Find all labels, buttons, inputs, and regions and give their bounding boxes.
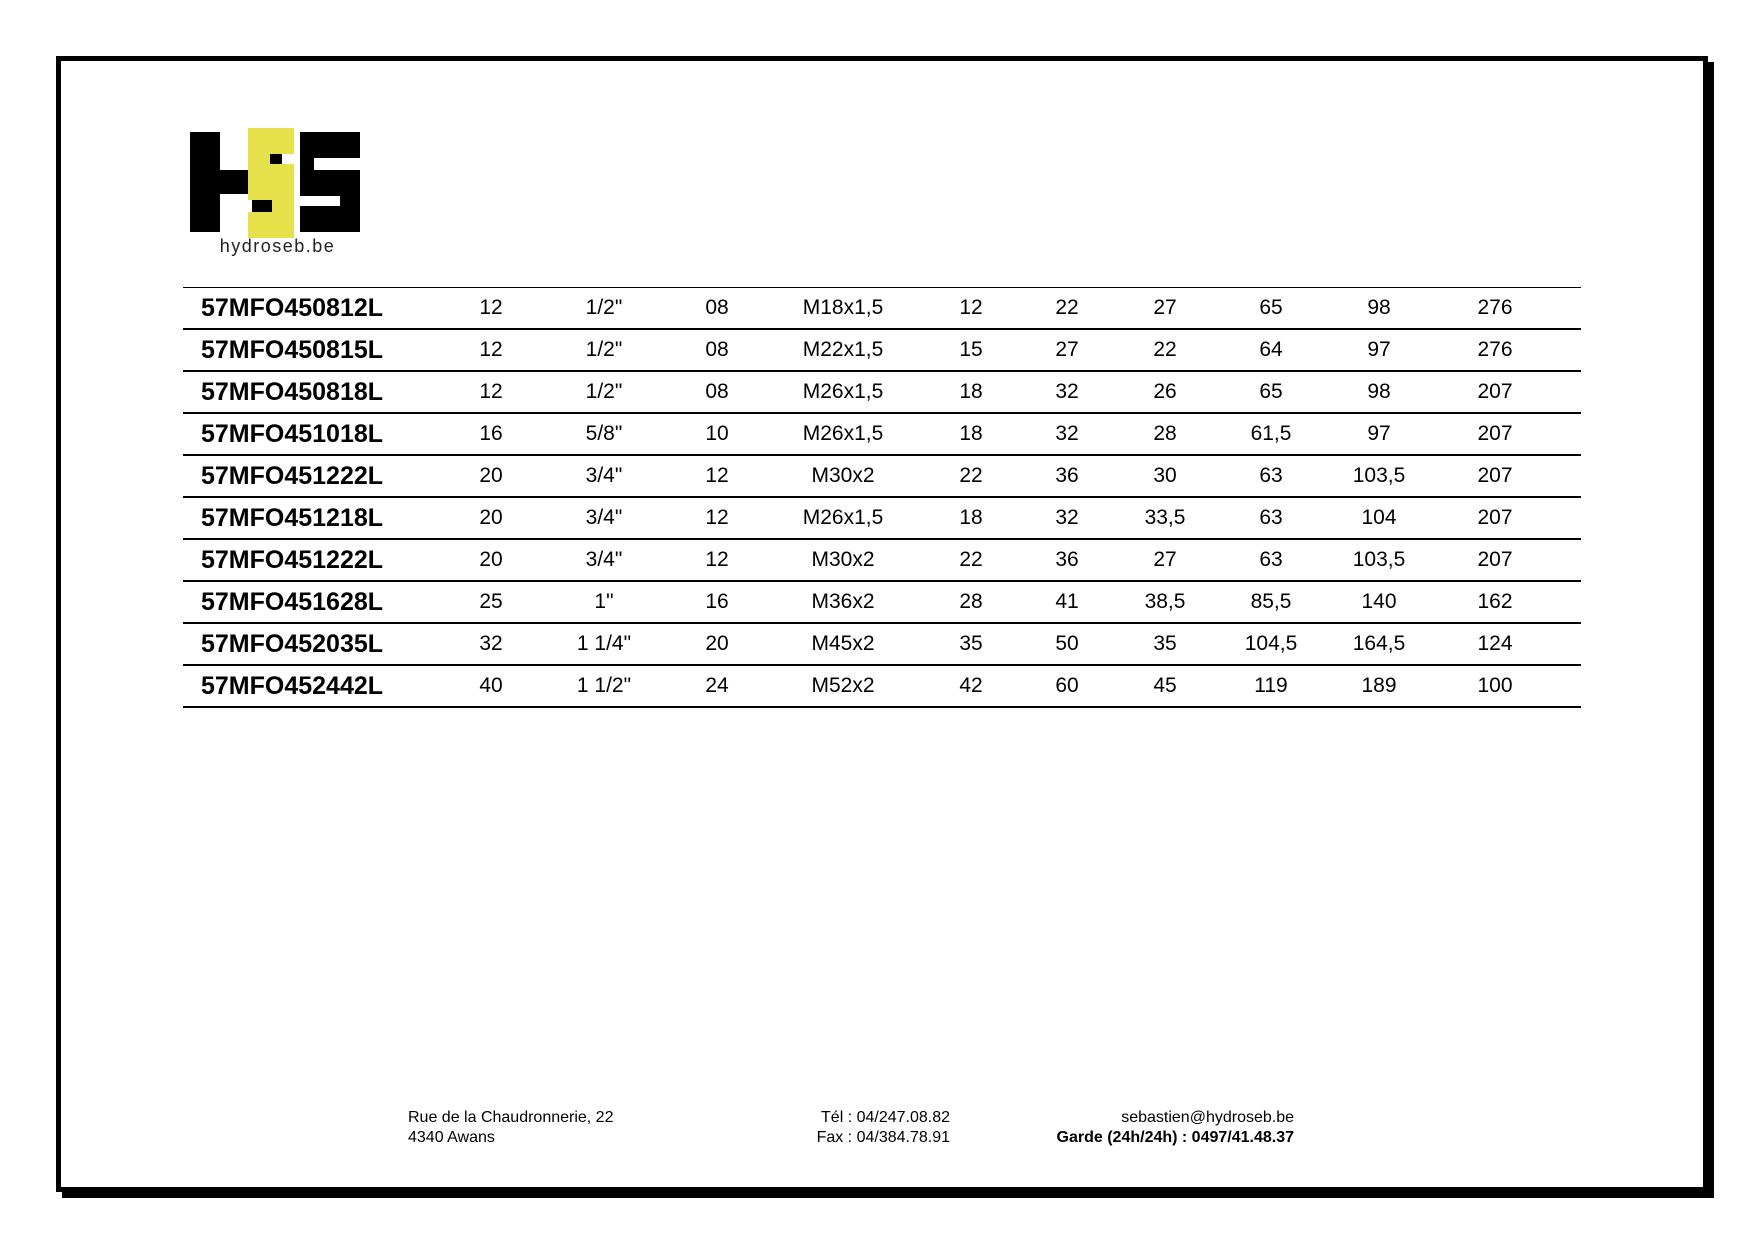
- reference-cell: 57MFO451218L: [201, 503, 384, 532]
- value-cell: 24: [705, 674, 729, 697]
- hs-logo-mark: [190, 128, 365, 238]
- value-cell: 207: [1477, 422, 1513, 445]
- table-row: [183, 582, 1581, 624]
- value-cell: 08: [705, 380, 729, 403]
- value-cell: 22: [1055, 296, 1079, 319]
- reference-cell: 57MFO451222L: [201, 461, 384, 490]
- footer-contact: [1000, 1108, 1294, 1148]
- value-cell: 32: [1055, 380, 1079, 403]
- value-cell: 100: [1477, 674, 1513, 697]
- value-cell: 20: [705, 632, 729, 655]
- fax-text: Fax : 04/384.78.91: [816, 1129, 950, 1146]
- value-cell: M30x2: [811, 548, 875, 571]
- value-cell: 65: [1259, 380, 1283, 403]
- value-cell: 276: [1477, 338, 1513, 361]
- footer-address: [408, 1108, 613, 1148]
- value-cell: 207: [1477, 464, 1513, 487]
- table-row: [183, 372, 1581, 414]
- value-cell: 3/4": [585, 464, 623, 487]
- value-cell: 162: [1477, 590, 1513, 613]
- value-cell: 32: [479, 632, 503, 655]
- value-cell: M30x2: [811, 464, 875, 487]
- email-text: sebastien@hydroseb.be: [1121, 1109, 1294, 1126]
- value-cell: 12: [479, 338, 503, 361]
- value-cell: M26x1,5: [802, 380, 884, 403]
- value-cell: 276: [1477, 296, 1513, 319]
- value-cell: 40: [479, 674, 503, 697]
- reference-cell: 57MFO451018L: [201, 419, 384, 448]
- value-cell: 22: [959, 464, 983, 487]
- table-row: [183, 498, 1581, 540]
- value-cell: 64: [1259, 338, 1283, 361]
- reference-cell: 57MFO451222L: [201, 545, 384, 574]
- value-cell: 104: [1361, 506, 1397, 529]
- value-cell: 08: [705, 338, 729, 361]
- value-cell: 12: [705, 548, 729, 571]
- value-cell: 30: [1153, 464, 1177, 487]
- value-cell: 15: [959, 338, 983, 361]
- value-cell: 50: [1055, 632, 1079, 655]
- value-cell: 60: [1055, 674, 1079, 697]
- value-cell: 1/2": [585, 338, 623, 361]
- value-cell: 32: [1055, 506, 1079, 529]
- value-cell: 08: [705, 296, 729, 319]
- value-cell: 104,5: [1244, 632, 1298, 655]
- value-cell: 36: [1055, 548, 1079, 571]
- tel-text: Tél : 04/247.08.82: [821, 1109, 950, 1126]
- value-cell: 10: [705, 422, 729, 445]
- value-cell: 1": [594, 590, 614, 613]
- value-cell: 1 1/2": [576, 674, 632, 697]
- value-cell: 124: [1477, 632, 1513, 655]
- value-cell: 3/4": [585, 506, 623, 529]
- value-cell: 36: [1055, 464, 1079, 487]
- value-cell: 25: [479, 590, 503, 613]
- value-cell: 97: [1367, 338, 1391, 361]
- value-cell: 1/2": [585, 380, 623, 403]
- table-row: [183, 666, 1581, 708]
- value-cell: 45: [1153, 674, 1177, 697]
- value-cell: 12: [959, 296, 983, 319]
- value-cell: 207: [1477, 380, 1513, 403]
- table-row: [183, 288, 1581, 330]
- table-row: [183, 540, 1581, 582]
- value-cell: 16: [705, 590, 729, 613]
- value-cell: 140: [1361, 590, 1397, 613]
- value-cell: 20: [479, 548, 503, 571]
- value-cell: 1 1/4": [576, 632, 632, 655]
- value-cell: 33,5: [1144, 506, 1186, 529]
- table-row: [183, 624, 1581, 666]
- logo-text: hydroseb.be: [219, 236, 336, 256]
- value-cell: 164,5: [1352, 632, 1406, 655]
- value-cell: 3/4": [585, 548, 623, 571]
- value-cell: 22: [959, 548, 983, 571]
- value-cell: 35: [1153, 632, 1177, 655]
- product-table: [183, 287, 1581, 708]
- reference-cell: 57MFO450812L: [201, 293, 384, 322]
- value-cell: 85,5: [1250, 590, 1292, 613]
- value-cell: 1/2": [585, 296, 623, 319]
- value-cell: 63: [1259, 506, 1283, 529]
- footer-phone: [760, 1108, 950, 1148]
- reference-cell: 57MFO452035L: [201, 629, 384, 658]
- value-cell: 12: [479, 296, 503, 319]
- value-cell: 61,5: [1250, 422, 1292, 445]
- value-cell: 103,5: [1352, 548, 1406, 571]
- value-cell: 20: [479, 464, 503, 487]
- value-cell: 119: [1254, 674, 1288, 697]
- value-cell: 12: [705, 464, 729, 487]
- address-line-2: 4340 Awans: [408, 1129, 495, 1146]
- table-row: [183, 330, 1581, 372]
- value-cell: 20: [479, 506, 503, 529]
- value-cell: M45x2: [811, 632, 875, 655]
- value-cell: 98: [1367, 380, 1391, 403]
- value-cell: 63: [1259, 548, 1283, 571]
- value-cell: 18: [959, 506, 983, 529]
- value-cell: 5/8": [585, 422, 623, 445]
- value-cell: 41: [1055, 590, 1079, 613]
- value-cell: 97: [1367, 422, 1391, 445]
- value-cell: 32: [1055, 422, 1079, 445]
- value-cell: 16: [479, 422, 503, 445]
- value-cell: 18: [959, 380, 983, 403]
- reference-cell: 57MFO450818L: [201, 377, 384, 406]
- value-cell: 12: [705, 506, 729, 529]
- value-cell: M52x2: [811, 674, 875, 697]
- address-line-1: Rue de la Chaudronnerie, 22: [408, 1109, 614, 1126]
- reference-cell: 57MFO452442L: [201, 671, 384, 700]
- hydroseb-logo: [190, 128, 370, 260]
- table-row: [183, 414, 1581, 456]
- value-cell: 35: [959, 632, 983, 655]
- value-cell: 42: [959, 674, 983, 697]
- value-cell: M36x2: [811, 590, 875, 613]
- value-cell: 65: [1259, 296, 1283, 319]
- table-row: [183, 456, 1581, 498]
- value-cell: 27: [1153, 296, 1177, 319]
- value-cell: 18: [959, 422, 983, 445]
- value-cell: M22x1,5: [802, 338, 884, 361]
- value-cell: 38,5: [1144, 590, 1186, 613]
- value-cell: 22: [1153, 338, 1177, 361]
- value-cell: 207: [1477, 548, 1513, 571]
- value-cell: 189: [1361, 674, 1397, 697]
- value-cell: 63: [1259, 464, 1283, 487]
- value-cell: M18x1,5: [802, 296, 884, 319]
- value-cell: 98: [1367, 296, 1391, 319]
- value-cell: 103,5: [1352, 464, 1406, 487]
- value-cell: M26x1,5: [802, 422, 884, 445]
- garde-text: Garde (24h/24h) : 0497/41.48.37: [1056, 1129, 1294, 1146]
- value-cell: 28: [959, 590, 983, 613]
- value-cell: 27: [1055, 338, 1079, 361]
- value-cell: 27: [1153, 548, 1177, 571]
- reference-cell: 57MFO451628L: [201, 587, 384, 616]
- value-cell: M26x1,5: [802, 506, 884, 529]
- reference-cell: 57MFO450815L: [201, 335, 384, 364]
- value-cell: 28: [1153, 422, 1177, 445]
- value-cell: 207: [1477, 506, 1513, 529]
- value-cell: 26: [1153, 380, 1177, 403]
- value-cell: 12: [479, 380, 503, 403]
